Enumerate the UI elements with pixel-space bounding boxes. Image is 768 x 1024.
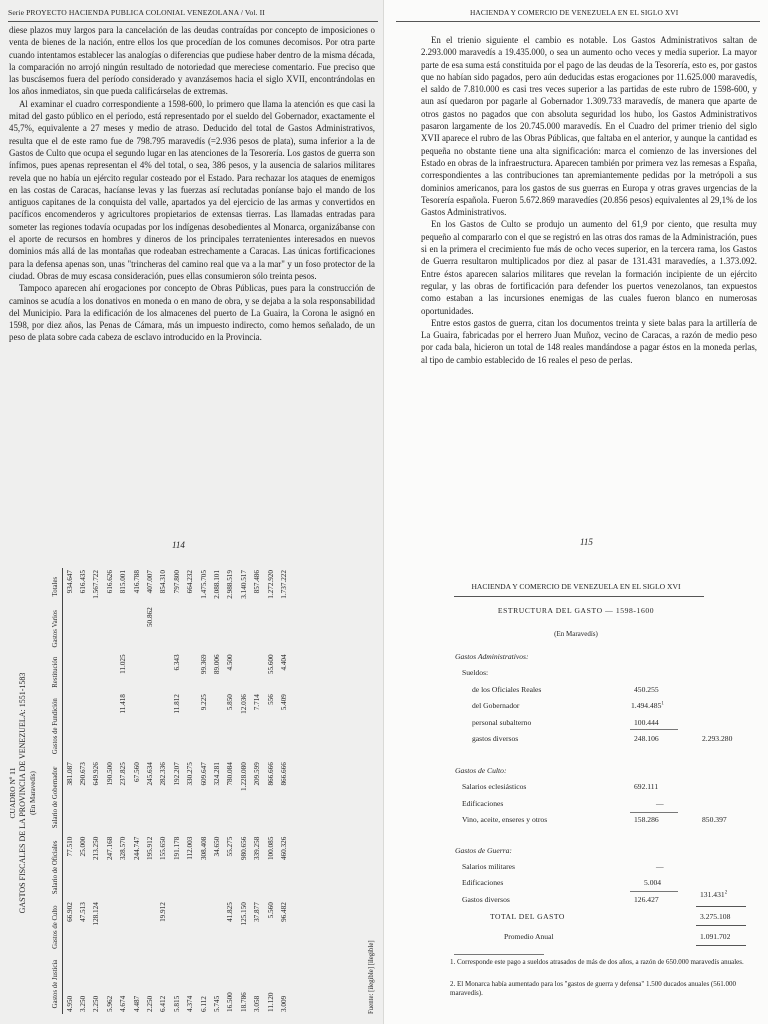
right-paragraph-2: En los Gastos de Culto se produjo un aumento del 61,9 por ciento, que resulta muy pequeño al compararlo con el que se registró en las otras dos ramas de la Administración, pues si en la primera el crecimiento fue más de ocho veces superior, en la tercera rama, los Gastos de Guerra resultaron multiplicados por diez al pasar de 131.431 maravedíes, a 1.373.092. Entre éstos aparecen salarios militares que revelan la formación incipiente de un ejército regular, y las obras de fortificación para defender los puertos venezolanos, tan expuestos como estaban a las incursiones enemigas de las cuales fueron blanco en numerosas oportunidades. bbox=[421, 219, 757, 316]
promedio-rule bbox=[696, 945, 746, 946]
cuadro-cell: 41.825 bbox=[226, 902, 235, 922]
cuadro-row bbox=[250, 568, 263, 1014]
cuadro-cell: 4.404 bbox=[279, 654, 288, 671]
cuadro-cell: 854.310 bbox=[159, 570, 168, 594]
left-running-head: Serie PROYECTO HACIENDA PUBLICA COLONIAL VENEZOLANA / Vol. II bbox=[8, 8, 265, 17]
gobernador-value-wrap bbox=[631, 701, 664, 710]
cuadro-cell: 191.178 bbox=[172, 836, 181, 861]
cuadro-cell: 4.500 bbox=[226, 654, 235, 671]
cuadro-cell: 609.647 bbox=[199, 762, 208, 786]
cuadro-cell: 3.140.517 bbox=[239, 570, 248, 599]
cuadro-cell bbox=[157, 692, 170, 760]
footnote-2: 2. El Monarca había aumentado para los "gastos de guerra y defensa" 1.500 ducados anuales (561.000 maravedís). bbox=[450, 980, 737, 997]
cuadro-header-row bbox=[50, 568, 63, 1014]
cuadro-cell: 244.747 bbox=[132, 836, 141, 861]
cuadro-cell bbox=[103, 652, 116, 692]
cuadro-header: Gastos de Culto bbox=[50, 900, 63, 954]
cuadro-cell bbox=[170, 900, 183, 954]
cuadro-cell bbox=[157, 652, 170, 692]
cuadro-cell: 2.088.101 bbox=[212, 570, 221, 599]
oficiales-value: 450.255 bbox=[634, 685, 659, 694]
cuadro-cell bbox=[76, 605, 89, 652]
cuadro-cell: 5.560 bbox=[266, 902, 275, 919]
cuadro-cell: 3.250 bbox=[79, 995, 88, 1012]
cuadro-cell bbox=[210, 900, 223, 954]
cuadro-cell: 2.250 bbox=[146, 995, 155, 1012]
cuadro-cell bbox=[184, 900, 197, 954]
cuadro-cell: 7.714 bbox=[253, 694, 262, 711]
edificaciones-guerra-value: 5.004 bbox=[644, 878, 662, 887]
cuadro-cell: 339.258 bbox=[253, 836, 262, 861]
cuadro-cell: 407.007 bbox=[146, 570, 155, 594]
cuadro-title: GASTOS FISCALES DE LA PROVINCIA DE VENEZUELA: 1551-1583 bbox=[18, 672, 27, 914]
cuadro-row bbox=[103, 568, 116, 1014]
vino-value: 158.286 bbox=[634, 815, 659, 824]
cuadro-cell: 12.036 bbox=[239, 694, 248, 714]
left-body-text bbox=[9, 24, 375, 344]
cuadro-cell bbox=[224, 605, 237, 652]
cuadro-row bbox=[237, 568, 250, 1014]
cuadro-header: Restitución bbox=[50, 652, 63, 692]
vino-label: Vino, aceite, enseres y otros bbox=[462, 815, 548, 824]
cuadro-cell bbox=[143, 652, 156, 692]
cuadro-cell: 245.634 bbox=[146, 762, 155, 786]
cuadro-cell: 460.326 bbox=[279, 836, 288, 861]
cuadro-row bbox=[224, 568, 237, 1014]
cuadro-cell: 416.788 bbox=[132, 570, 141, 594]
cuadro-cell: 616.626 bbox=[105, 570, 114, 594]
diversos-guerra-value: 126.427 bbox=[634, 895, 659, 904]
cuadro-row bbox=[76, 568, 89, 1014]
culto-heading: Gastos de Culto: bbox=[455, 766, 507, 775]
total-value: 3.275.108 bbox=[700, 912, 731, 921]
total-label: TOTAL DEL GASTO bbox=[490, 912, 565, 921]
cuadro-row bbox=[143, 568, 156, 1014]
cuadro-cell: 11.812 bbox=[172, 694, 181, 714]
guerra-heading: Gastos de Guerra: bbox=[455, 846, 512, 855]
left-paragraph-3: Tampoco aparecen ahí erogaciones por concepto de Obras Públicas, pues para la construcción de caminos se acudía a los donativos en moneda o en mano de obra, y se dejaba a la sola responsabilidad del Municipio. Para la edificación de los almacenes del puerto de La Guaira, la Corona le asignó en 1598, por diez años, las Penas de Cámara, más un impuesto indirecto, como hemos señalado, de un peso de plata sobre cada cabeza de esclavo introducido en la Provincia. bbox=[9, 283, 375, 343]
cuadro-cell: 3.009 bbox=[279, 995, 288, 1012]
cuadro-cell: 381.087 bbox=[65, 762, 74, 786]
cuadro-cell: 6.343 bbox=[172, 654, 181, 671]
cuadro-row bbox=[117, 568, 130, 1014]
right-body-text bbox=[421, 34, 757, 366]
guerra-total: 131.431 bbox=[700, 890, 725, 899]
cuadro-cell: 328.570 bbox=[119, 836, 128, 861]
cuadro-cell: 4.487 bbox=[132, 995, 141, 1012]
cuadro-cell: 5.850 bbox=[226, 694, 235, 711]
cuadro-cell: 797.800 bbox=[172, 570, 181, 594]
cuadro-cell: 18.786 bbox=[239, 992, 248, 1012]
cuadro-cell bbox=[210, 605, 223, 652]
admin-total: 2.293.280 bbox=[702, 734, 733, 743]
cuadro-cell: 1.567.722 bbox=[92, 570, 101, 599]
cuadro-header: Salario de Gobernador bbox=[50, 760, 63, 834]
cuadro-cell: 11.418 bbox=[119, 694, 128, 714]
cuadro-cell bbox=[237, 652, 250, 692]
cuadro-source: Fuente: [ilegible] [ilegible] bbox=[368, 940, 375, 1014]
cuadro-cell: 2.988.519 bbox=[226, 570, 235, 599]
cuadro-cell: 649.926 bbox=[92, 762, 101, 786]
cuadro-cell: 89.006 bbox=[212, 654, 221, 675]
diversos-value: 248.106 bbox=[634, 734, 659, 743]
cuadro-cell: 2.250 bbox=[92, 995, 101, 1012]
cuadro-cell: 5.409 bbox=[279, 694, 288, 711]
cuadro-cell: 37.877 bbox=[253, 902, 262, 922]
cuadro-cell: 25.000 bbox=[79, 836, 88, 857]
cuadro-cell: 308.408 bbox=[199, 836, 208, 861]
cuadro-cell: 5.962 bbox=[105, 995, 114, 1012]
cuadro-cell: 5.745 bbox=[212, 995, 221, 1012]
promedio-value: 1.091.702 bbox=[700, 932, 731, 941]
cuadro-cell bbox=[63, 692, 77, 760]
subalterno-value: 100.444 bbox=[634, 718, 659, 727]
guerra-subtotal-rule bbox=[630, 891, 678, 892]
admin-subtotal-rule bbox=[630, 729, 678, 730]
cuadro-cell bbox=[117, 605, 130, 652]
edificaciones-culto-value: — bbox=[656, 799, 664, 808]
cuadro-cell bbox=[130, 605, 143, 652]
total-rule-bottom bbox=[696, 925, 746, 926]
cuadro-cell bbox=[130, 900, 143, 954]
cuadro-cell bbox=[250, 652, 263, 692]
cuadro-cell: 866.666 bbox=[279, 762, 288, 786]
cuadro-cell: 55.600 bbox=[266, 654, 275, 675]
left-paragraph-1: diese plazos muy largos para la cancelación de las deudas contraídas por concepto de imposiciones o venta de bienes de la nación, entre ellos los que procedían de los comunes decomisos. Por otra parte cuando intentamos establecer las analogías o diferencias que pudiese haber dentro de la misma década, la comparación no arrojó ningún resultado de notoriedad que mereciese comentario. Fue preciso que las buscásemos fuera del período considerado y avanzásemos hacia el siglo XVII, encontrándolas en los años inmediatos, sin que pueda calificárselas de extremas. bbox=[9, 25, 375, 97]
cuadro-cell bbox=[76, 652, 89, 692]
cuadro-cell bbox=[63, 605, 77, 652]
cuadro-row bbox=[197, 568, 210, 1014]
cuadro-cell bbox=[264, 605, 277, 652]
cuadro-cell: 11.120 bbox=[266, 992, 275, 1012]
cuadro-cell bbox=[237, 605, 250, 652]
cuadro-cell: 664.232 bbox=[186, 570, 195, 594]
right-page bbox=[384, 0, 768, 1024]
struct-running-head: HACIENDA Y COMERCIO DE VENEZUELA EN EL SIGLO XVI bbox=[471, 582, 681, 591]
cuadro-cell: 1.272.920 bbox=[266, 570, 275, 599]
struct-head-rule bbox=[454, 596, 704, 597]
edificaciones-guerra-label: Edificaciones bbox=[462, 878, 504, 887]
cuadro-cell bbox=[170, 605, 183, 652]
oficiales-label: de los Oficiales Reales bbox=[472, 685, 542, 694]
cuadro-cell bbox=[250, 605, 263, 652]
cuadro-cell: 1.475.705 bbox=[199, 570, 208, 599]
cuadro-cell: 1.228.080 bbox=[239, 762, 248, 791]
cuadro-cell bbox=[184, 652, 197, 692]
cuadro-cell bbox=[76, 692, 89, 760]
footnote-rule bbox=[454, 954, 544, 955]
cuadro-cell bbox=[184, 692, 197, 760]
cuadro-cell bbox=[210, 692, 223, 760]
cuadro-cell: 190.500 bbox=[105, 762, 114, 786]
cuadro-cell: 209.599 bbox=[253, 762, 262, 786]
gobernador-note-ref: 1 bbox=[661, 701, 664, 707]
edificaciones-culto-label: Edificaciones bbox=[462, 799, 504, 808]
cuadro-cell: 19.912 bbox=[159, 902, 168, 922]
cuadro-header: Salario de Oficiales bbox=[50, 835, 63, 900]
cuadro-cell bbox=[103, 692, 116, 760]
right-paragraph-3: Entre estos gastos de guerra, citan los documentos treinta y siete balas para la artillería de La Guaira, fabricadas por el herrero Juan Muñoz, vecino de Caracas, a razón de medio peso por cada bala, hicieron un total de 148 reales mandándose a pagar éstos en la moneda perlas, al tipo de cambio establecido de 16 reales el peso de perlas. bbox=[421, 317, 757, 365]
cuadro-cell: 4.674 bbox=[119, 995, 128, 1012]
cuadro-cell: 247.168 bbox=[105, 836, 114, 861]
cuadro-cell: 50.862 bbox=[146, 607, 155, 628]
cuadro-label: CUADRO Nº 11 bbox=[8, 767, 17, 819]
gobernador-label: del Gobernador bbox=[472, 701, 520, 710]
cuadro-cell bbox=[143, 692, 156, 760]
left-page-number: 114 bbox=[172, 540, 185, 550]
cuadro-cell bbox=[143, 900, 156, 954]
cuadro-cell: 16.500 bbox=[226, 992, 235, 1012]
cuadro-cell: 4.950 bbox=[65, 995, 74, 1012]
struct-subtitle: (En Maravedís) bbox=[554, 630, 598, 638]
cuadro-cell bbox=[90, 692, 103, 760]
cuadro-cell: 34.650 bbox=[212, 836, 221, 857]
cuadro-cell: 866.666 bbox=[266, 762, 275, 786]
cuadro-grid bbox=[50, 568, 291, 1014]
struct-title: ESTRUCTURA DEL GASTO — 1598-1600 bbox=[497, 606, 655, 615]
cuadro-cell: 6.112 bbox=[199, 996, 208, 1012]
guerra-total-wrap bbox=[700, 890, 727, 899]
cuadro-cell bbox=[197, 900, 210, 954]
cuadro-cell: 282.336 bbox=[159, 762, 168, 786]
right-page-number: 115 bbox=[580, 537, 593, 547]
cuadro-cell bbox=[130, 692, 143, 760]
cuadro-cell: 195.912 bbox=[146, 836, 155, 861]
cuadro-body bbox=[63, 568, 291, 1014]
cuadro-cell: 9.225 bbox=[199, 694, 208, 711]
cuadro-cell bbox=[157, 605, 170, 652]
cuadro-cell: 67.560 bbox=[132, 762, 141, 782]
gobernador-value: 1.494.485 bbox=[631, 701, 662, 710]
culto-total: 850.397 bbox=[702, 815, 727, 824]
cuadro-cell: 11.025 bbox=[119, 654, 128, 674]
footnote-1: 1. Corresponde este pago a sueldos atrasados de más de dos años, a razón de 650.000 maravedís anuales. bbox=[450, 958, 744, 966]
cuadro-cell: 237.825 bbox=[119, 762, 128, 786]
cuadro-cell: 47.513 bbox=[79, 902, 88, 922]
diversos-label: gastos diversos bbox=[472, 734, 519, 743]
cuadro-cell: 980.656 bbox=[239, 836, 248, 861]
cuadro-cell: 128.124 bbox=[92, 902, 101, 926]
cuadro-cell: 6.412 bbox=[159, 995, 168, 1012]
cuadro-cell bbox=[277, 605, 290, 652]
cuadro-header: Gastos de Fundición bbox=[50, 692, 63, 760]
cuadro-cell: 192.207 bbox=[172, 762, 181, 786]
cuadro-cell: 1.737.222 bbox=[279, 570, 288, 599]
total-rule-top bbox=[696, 906, 746, 907]
cuadro-cell bbox=[90, 652, 103, 692]
cuadro-cell: 155.650 bbox=[159, 836, 168, 861]
promedio-label: Promedio Anual bbox=[504, 932, 554, 941]
cuadro-row bbox=[63, 568, 77, 1014]
cuadro-cell: 4.374 bbox=[186, 995, 195, 1012]
eclesiasticos-label: Salarios eclesiásticos bbox=[462, 782, 527, 791]
cuadro-cell: 125.150 bbox=[239, 902, 248, 926]
left-paragraph-2: Al examinar el cuadro correspondiente a 1598-600, lo primero que llama la atención es que casi la mitad del gasto público en el período, está representado por el sueldo del Gobernador, exactamente el 45,7%, equivalente a 27 meses y medio de atraso. Deducido del total de Gastos Administrativos, resulta que el de este ramo fue de 798.795 maravedís (=2.936 pesos de plata), suma inferior a la de Gastos de Culto que ocupa el segundo lugar en las atenciones de la Tesorería. Los gastos de guerra son ínfimos, pues apenas representan el 4% del total, o sea, 386 pesos, y la ausencia de salarios militares revela que no había un ejército regular costeado por el Estado. Para rechazar los ataques de enemigos en las costas de Caracas, hacíanse levas y las fuerzas así reclutadas poníanse bajo el mando de los antiguos capitanes de la conquista del valle, apartados ya del ejercicio de las armas y convertidos en pacíficos encomenderos y agricultores propietarios de extensas tierras. Las llamadas entradas para someter las regiones todavía ocupadas por los indígenas desobedientes al Monarca, organizábanse con el aporte de recursos en hombres y dineros de los principales terratenientes interesados en nuevos dominios más allá de las montañas que rodeaban estrechamente a Caracas. Las únicas fortificaciones para la defensa apenas son, unas "trincheras del camino real que va a la mar" y un foso protector de la ciudad. Obras de muy escasa consideración, pues ellas consumieron sólo treinta pesos. bbox=[9, 98, 375, 281]
cuadro-11-rotated bbox=[6, 562, 382, 1024]
cuadro-header: Gastos Varios bbox=[50, 605, 63, 652]
cuadro-cell bbox=[63, 652, 77, 692]
cuadro-cell: 3.058 bbox=[253, 995, 262, 1012]
admin-heading: Gastos Administrativos: bbox=[455, 652, 529, 661]
cuadro-row bbox=[170, 568, 183, 1014]
cuadro-cell: 330.275 bbox=[186, 762, 195, 786]
diversos-guerra-label: Gastos diversos bbox=[462, 895, 510, 904]
cuadro-cell bbox=[197, 605, 210, 652]
cuadro-cell: 112.003 bbox=[186, 836, 195, 860]
cuadro-cell: 324.281 bbox=[212, 762, 221, 786]
right-head-rule bbox=[396, 21, 760, 22]
cuadro-cell: 556 bbox=[266, 694, 275, 705]
cuadro-cell: 5.815 bbox=[172, 995, 181, 1012]
cuadro-cell bbox=[90, 605, 103, 652]
cuadro-cell: 77.510 bbox=[65, 836, 74, 857]
right-running-head: HACIENDA Y COMERCIO DE VENEZUELA EN EL SIGLO XVI bbox=[470, 8, 679, 17]
cuadro-cell: 213.250 bbox=[92, 836, 101, 861]
subalterno-label: personal subalterno bbox=[472, 718, 532, 727]
militares-value: — bbox=[656, 862, 664, 871]
cuadro-cell: 616.435 bbox=[79, 570, 88, 594]
cuadro-cell: 96.482 bbox=[279, 902, 288, 922]
left-head-rule bbox=[8, 21, 378, 22]
culto-subtotal-rule bbox=[630, 812, 678, 813]
guerra-note-ref: 2 bbox=[724, 890, 728, 896]
cuadro-row bbox=[184, 568, 197, 1014]
cuadro-cell bbox=[117, 900, 130, 954]
eclesiasticos-value: 692.111 bbox=[634, 782, 659, 791]
cuadro-row bbox=[210, 568, 223, 1014]
cuadro-cell: 100.085 bbox=[266, 836, 275, 861]
cuadro-cell: 934.647 bbox=[65, 570, 74, 594]
cuadro-cell: 815.001 bbox=[119, 570, 128, 594]
cuadro-11-table bbox=[6, 562, 382, 1024]
cuadro-row bbox=[277, 568, 290, 1014]
cuadro-row bbox=[264, 568, 277, 1014]
cuadro-header: Gastos de Justicia bbox=[50, 954, 63, 1014]
cuadro-cell: 55.275 bbox=[226, 836, 235, 857]
right-paragraph-1: En el trienio siguiente el cambio es notable. Los Gastos Administrativos saltan de 2.293.000 maravedís a 19.435.000, o sea un aumento ocho veces y media superior. La mayor parte de esa suma está constituida por el pago de las deudas de la Tesorería, esto es, por gastos que no habían sido pagados, pero aún deducidas estas erogaciones por 11.625.000 maravedís, el saldo de 7.810.000 es casi tres veces superior a las partidas de este rubro de 1598-600, y aun así quedaron por pagarle al Gobernador 1.309.733 maravedís, de manera que aparte de otros gastos no pagados que con absoluta seguridad los hubo, los Gastos Administrativos pasaron largamente de los 20.745.000 maravedís. En el Cuadro del primer trienio del siglo XVII aparece el rubro de las Obras Públicas, que faltaba en el anterior, y aunque la cantidad es pequeña no obstante tiene una alta significación: marca el comienzo de las inversiones del Estado en obras de la infraestructura. Aparecen también por primera vez las remesas a España, correspondientes a las contribuciones tan apremiantemente pedidas por la metrópoli a sus dominios americanos, para los gastos de sus guerras en Europa y otras graves urgencias de la Tesorería española. Fueron 5.672.869 maravedíes (20.856 pesos) equivalentes al 29,1% de los Gastos Administrativos. bbox=[421, 35, 758, 218]
cuadro-cell: 66.902 bbox=[65, 902, 74, 922]
cuadro-cell: 857.486 bbox=[253, 570, 262, 594]
cuadro-row bbox=[90, 568, 103, 1014]
cuadro-cell: 99.369 bbox=[199, 654, 208, 675]
cuadro-row bbox=[130, 568, 143, 1014]
cuadro-subtitle: (En Maravedís) bbox=[29, 771, 37, 815]
cuadro-cell bbox=[103, 900, 116, 954]
cuadro-header: Totales bbox=[50, 568, 63, 605]
cuadro-row bbox=[157, 568, 170, 1014]
cuadro-cell bbox=[103, 605, 116, 652]
cuadro-cell: 780.084 bbox=[226, 762, 235, 786]
militares-label: Salarios militares bbox=[462, 862, 515, 871]
cuadro-cell: 290.673 bbox=[79, 762, 88, 786]
sueldos-label: Sueldos: bbox=[462, 668, 489, 677]
cuadro-cell bbox=[130, 652, 143, 692]
cuadro-cell bbox=[184, 605, 197, 652]
